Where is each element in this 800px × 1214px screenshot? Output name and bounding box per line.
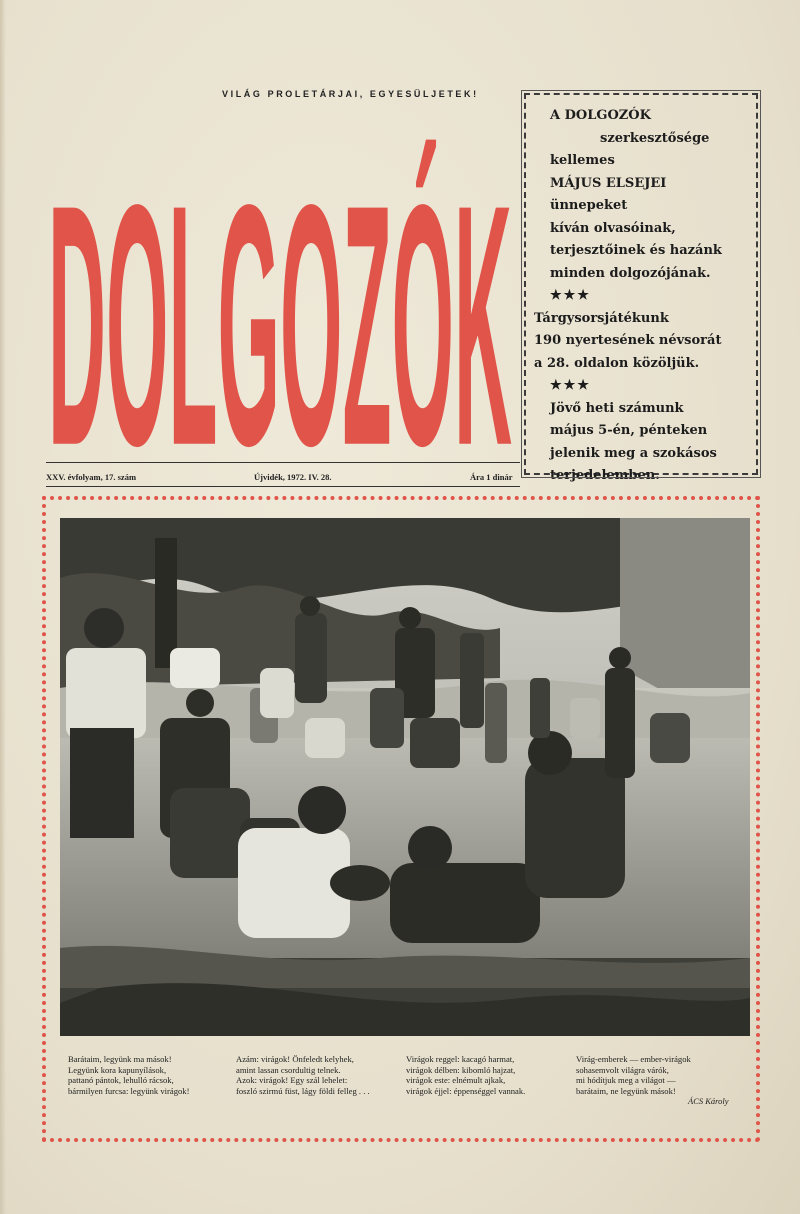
issue-place-date: Újvidék, 1972. IV. 28.	[254, 472, 332, 482]
poem-author: ÁCS Károly	[688, 1096, 729, 1106]
notice-line: minden dolgozójának.	[550, 265, 711, 281]
notice-line: jelenik meg a szokásos	[550, 445, 717, 461]
notice-line: 190 nyertesének névsorát	[534, 333, 722, 348]
editorial-notice-box	[524, 93, 758, 483]
masthead-rule-top	[46, 462, 520, 463]
notice-line: terjedelemben.	[550, 468, 660, 483]
poem-stanza-4	[576, 1054, 691, 1096]
notice-line: kíván olvasóinak,	[550, 220, 676, 236]
notice-line: Tárgysorsjátékunk	[534, 310, 669, 326]
masthead	[48, 106, 516, 450]
poem-line: mi hódítjuk meg a világot —	[576, 1075, 676, 1085]
poem-line: sohasemvolt világra várók,	[576, 1064, 669, 1075]
poem-line: Virágok reggel: kacagó harmat,	[406, 1054, 515, 1064]
poem-line: Barátaim, legyünk ma mások!	[68, 1054, 172, 1064]
notice-line: május 5-én, pénteken	[550, 423, 708, 438]
slogan: VILÁG PROLETÁRJAI, EGYESÜLJETEK!	[222, 89, 479, 99]
notice-line: Jövő heti számunk	[550, 400, 684, 416]
masthead-title-svg	[48, 106, 516, 450]
notice-stars: ★★★	[550, 378, 591, 393]
issue-price: Ára 1 dinár	[470, 472, 513, 482]
notice-line: szerkesztősége	[600, 130, 710, 146]
poem-stanza-3	[406, 1054, 525, 1096]
masthead-rule-bottom	[46, 486, 520, 487]
poem-stanza-2	[236, 1054, 370, 1096]
poem-line: barátaim, ne legyünk mások!	[576, 1085, 676, 1096]
notice-line: ünnepeket	[550, 198, 628, 213]
notice-line: terjesztőinek és hazánk	[550, 243, 722, 258]
notice-line: A DOLGOZÓK	[550, 108, 651, 123]
picnic-photo	[60, 518, 750, 1036]
masthead-title: DOLGOZÓK	[48, 133, 512, 450]
poem-line: bármilyen furcsa: legyünk virágok!	[68, 1085, 190, 1096]
poem-line: Virág-emberek — ember-virágok	[576, 1054, 691, 1064]
poem-line: Legyünk kora kapunyílások,	[68, 1064, 167, 1075]
poem-line: virágok éjjel: éppenséggel vannak.	[406, 1085, 526, 1096]
notice-line: MÁJUS ELSEJEI	[550, 175, 667, 191]
photo-illustration	[60, 518, 750, 1036]
issue-volume: XXV. évfolyam, 17. szám	[46, 472, 137, 482]
page-fold-shadow	[0, 0, 6, 1214]
poem-line: amint lassan csordultig telnek.	[236, 1064, 341, 1075]
poem-line: foszló szirmú füst, lágy földi felleg . . .	[236, 1085, 370, 1096]
notice-line: a 28. oldalon közöljük.	[534, 355, 700, 371]
notice-line: kellemes	[550, 153, 615, 168]
poem-line: virágok este: elnémult ajkak,	[406, 1075, 506, 1085]
notice-stars: ★★★	[550, 288, 591, 303]
poem-stanza-1	[68, 1054, 189, 1096]
issue-info-line	[46, 472, 520, 486]
poem-line: Azám: virágok! Önfeledt kelyhek,	[236, 1054, 354, 1064]
poem-line: pattanó pántok, lehulló rácsok,	[68, 1075, 174, 1085]
poem-line: Azok: virágok! Egy szál lehelet:	[236, 1075, 348, 1085]
poem-line: virágok délben: kibomló hajzat,	[406, 1064, 516, 1075]
